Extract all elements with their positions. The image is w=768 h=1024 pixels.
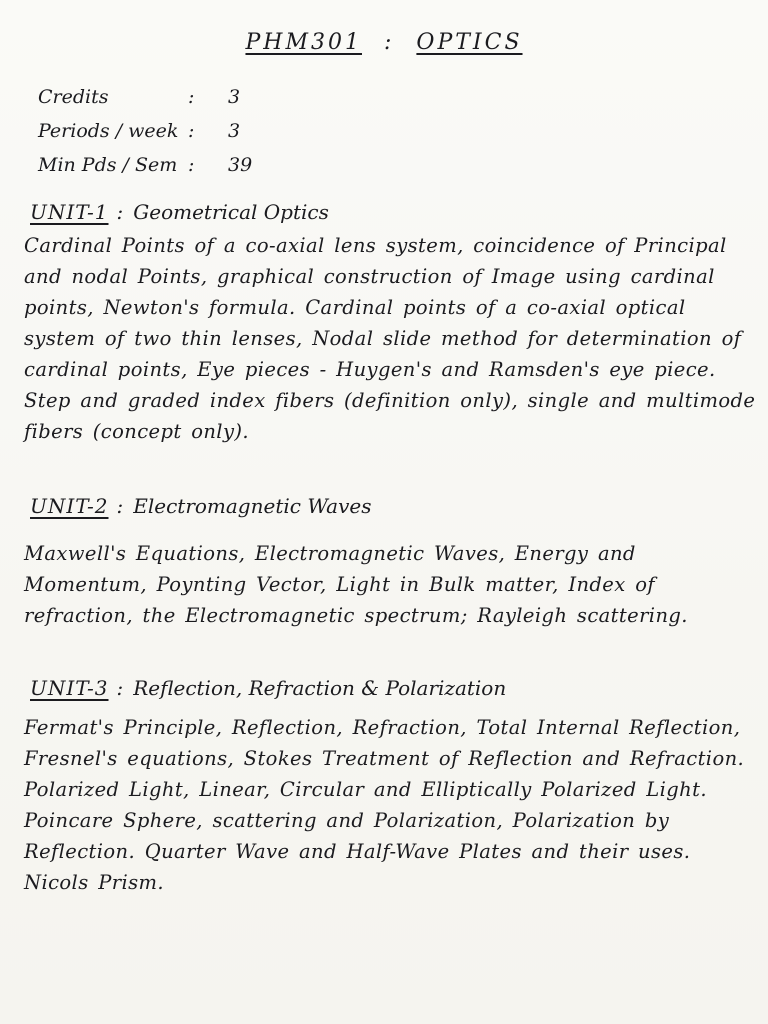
unit-2-body: Maxwell's Equations, Electromagnetic Waves, Energy and Momentum, Poynting Vector, Light in Bulk matter, Index of refraction, the Electromagnetic spectrum; Rayleigh scattering. <box>24 542 688 627</box>
meta-colon: : <box>188 86 195 108</box>
course-code: PHM301 <box>245 30 362 55</box>
unit-colon: : <box>116 676 124 700</box>
meta-label: Periods / week <box>38 120 179 142</box>
unit-label: UNIT-3 <box>30 676 109 700</box>
unit-1-body: Cardinal Points of a co-axial lens system, coincidence of Principal and nodal Points, graphical construction of Image using cardinal points, Newton's formula. Cardinal points of a co-axial optical system of two thin lenses, Nodal slide method for determination of cardinal points, Eye pieces - Huygen's and Ramsden's eye piece. Step and graded index fibers (definition only), single and multimode fibers (concept only). <box>24 234 756 443</box>
unit-1-heading <box>30 200 329 224</box>
meta-value: 3 <box>228 120 241 142</box>
meta-label: Min Pds / Sem <box>38 154 178 176</box>
meta-label: Credits <box>38 86 109 108</box>
unit-3-heading <box>30 676 506 700</box>
meta-value: 39 <box>228 154 253 176</box>
unit-colon: : <box>116 494 124 518</box>
unit-title: Electromagnetic Waves <box>133 494 372 518</box>
meta-periods-per-week <box>38 120 240 142</box>
unit-label: UNIT-1 <box>30 200 109 224</box>
unit-3-body: Fermat's Principle, Reflection, Refraction, Total Internal Reflection, Fresnel's equations, Stokes Treatment of Reflection and Refraction. Polarized Light, Linear, Circular and Elliptically Polarized Light. Poincare Sphere, scattering and Polarization, Polarization by Reflection. Quarter Wave and Half-Wave Plates and their uses. Nicols Prism. <box>24 716 745 894</box>
meta-credits <box>38 86 240 108</box>
unit-2-heading <box>30 494 371 518</box>
title-separator: : <box>383 30 395 55</box>
meta-min-periods-per-sem <box>38 154 252 176</box>
page-title <box>0 30 768 55</box>
course-subject: OPTICS <box>416 30 523 55</box>
meta-colon: : <box>188 120 195 142</box>
unit-title: Geometrical Optics <box>133 200 329 224</box>
unit-title: Reflection, Refraction & Polarization <box>133 676 507 700</box>
unit-label: UNIT-2 <box>30 494 109 518</box>
meta-value: 3 <box>228 86 241 108</box>
unit-colon: : <box>116 200 124 224</box>
meta-colon: : <box>188 154 195 176</box>
